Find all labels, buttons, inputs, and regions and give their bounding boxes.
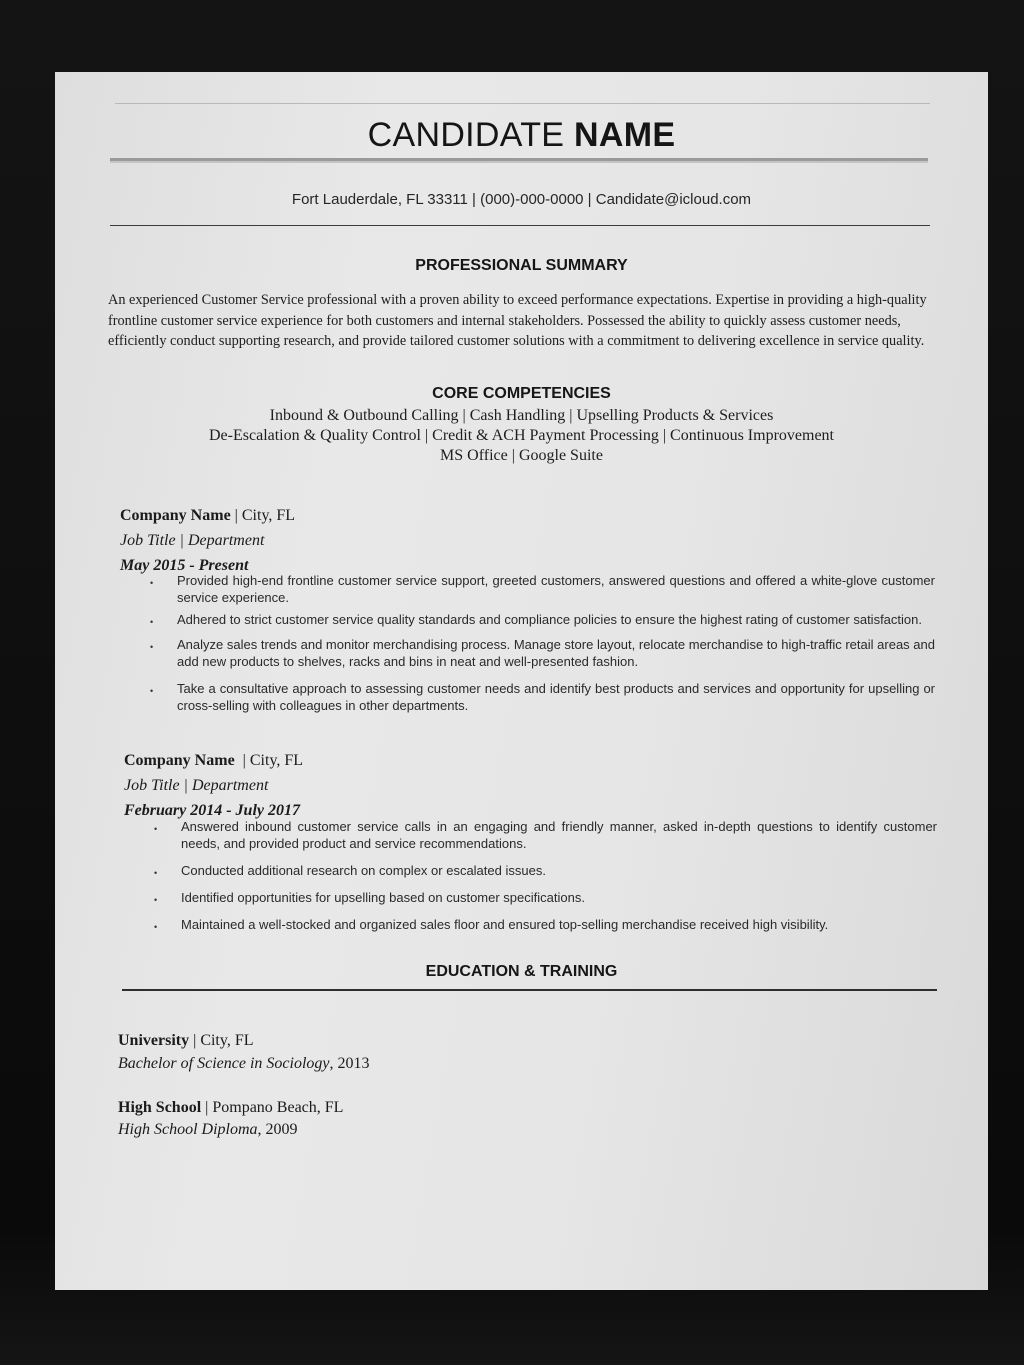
education-entry-high-school [118,1097,343,1141]
contact-divider [110,225,930,226]
job-dates: May 2015 - Present [120,557,249,574]
core-competencies-heading: CORE COMPETENCIES [432,385,611,402]
bullet-item: • Analyze sales trends and monitor merchandising process. Manage store layout, relocate merchandise to high-traffic retail areas and add new products to shelves, racks and bins in neat and well-presented fashion. [177,636,935,670]
name-divider-band [110,158,928,163]
resume-page [55,72,988,1290]
bullet-item: • Adhered to strict customer service quality standards and compliance policies to ensure the highest rating of customer satisfaction. [177,611,935,628]
education-divider [122,989,937,991]
professional-summary-heading: PROFESSIONAL SUMMARY [415,257,628,274]
bullet-item: • Identified opportunities for upselling based on customer specifications. [181,889,937,906]
top-divider [115,103,930,104]
education-entry-university [118,1029,369,1075]
degree-year: , 2009 [257,1121,298,1138]
bullet-item: • Conducted additional research on complex or escalated issues. [181,862,937,879]
school-location: | Pompano Beach, FL [205,1099,344,1116]
bullet-item: • Take a consultative approach to assessing customer needs and identify best products and services and opportunity for upselling or cross-selling with colleagues in other departments. [177,680,935,714]
degree-name: Bachelor of Science in Sociology [118,1055,330,1072]
job-title: Job Title | Department [120,532,265,549]
degree-year: , 2013 [329,1055,370,1072]
company-name: Company Name [124,752,235,769]
bullet-item: • Maintained a well-stocked and organized sales floor and ensured top-selling merchandise received high visibility. [181,916,937,933]
company-line [124,748,303,773]
name-last: NAME [574,116,676,154]
school-line [118,1029,369,1052]
job-2-bullet-list [181,818,937,943]
school-line [118,1097,343,1119]
core-competencies-list [55,406,988,466]
job-header-1 [120,503,295,578]
school-location: | City, FL [193,1032,254,1049]
bullet-item: • Answered inbound customer service calls in an engaging and friendly manner, asked in-depth questions to identify customer needs, and provided product and service recommendations. [181,818,937,852]
name-first: CANDIDATE [367,116,565,154]
degree-line [118,1052,369,1075]
competency-line: MS Office | Google Suite [440,447,603,464]
job-title: Job Title | Department [124,777,269,794]
competency-line: De-Escalation & Quality Control | Credit & ACH Payment Processing | Continuous Improvement [209,427,834,444]
contact-line: Fort Lauderdale, FL 33311 | (000)-000-0000 | Candidate@icloud.com [291,191,752,208]
school-name: University [118,1032,190,1049]
company-location: | City, FL [234,507,296,524]
job-1-bullet-list [177,572,935,719]
job-header-2 [124,748,303,823]
competency-line: Inbound & Outbound Calling | Cash Handling | Upselling Products & Services [269,407,774,424]
degree-line [118,1119,343,1141]
professional-summary-text: An experienced Customer Service professional with a proven ability to exceed performance expectations. Expertise in providing a high-quality frontline customer service experience for both customers and internal stakeholders. Possessed the ability to quickly assess customer needs, efficiently conduct supporting research, and provide tailored customer solutions with a commitment to delivering excellence in service quality. [108,292,927,349]
company-location: | City, FL [242,752,304,769]
bullet-item: • Provided high-end frontline customer service support, greeted customers, answered questions and offered a white-glove customer service experience. [177,572,935,606]
candidate-name [55,116,988,155]
company-name: Company Name [120,507,231,524]
company-line [120,503,295,528]
education-heading: EDUCATION & TRAINING [425,963,618,980]
job-dates: February 2014 - July 2017 [124,802,300,819]
school-name: High School [118,1099,202,1116]
degree-name: High School Diploma [118,1121,258,1138]
